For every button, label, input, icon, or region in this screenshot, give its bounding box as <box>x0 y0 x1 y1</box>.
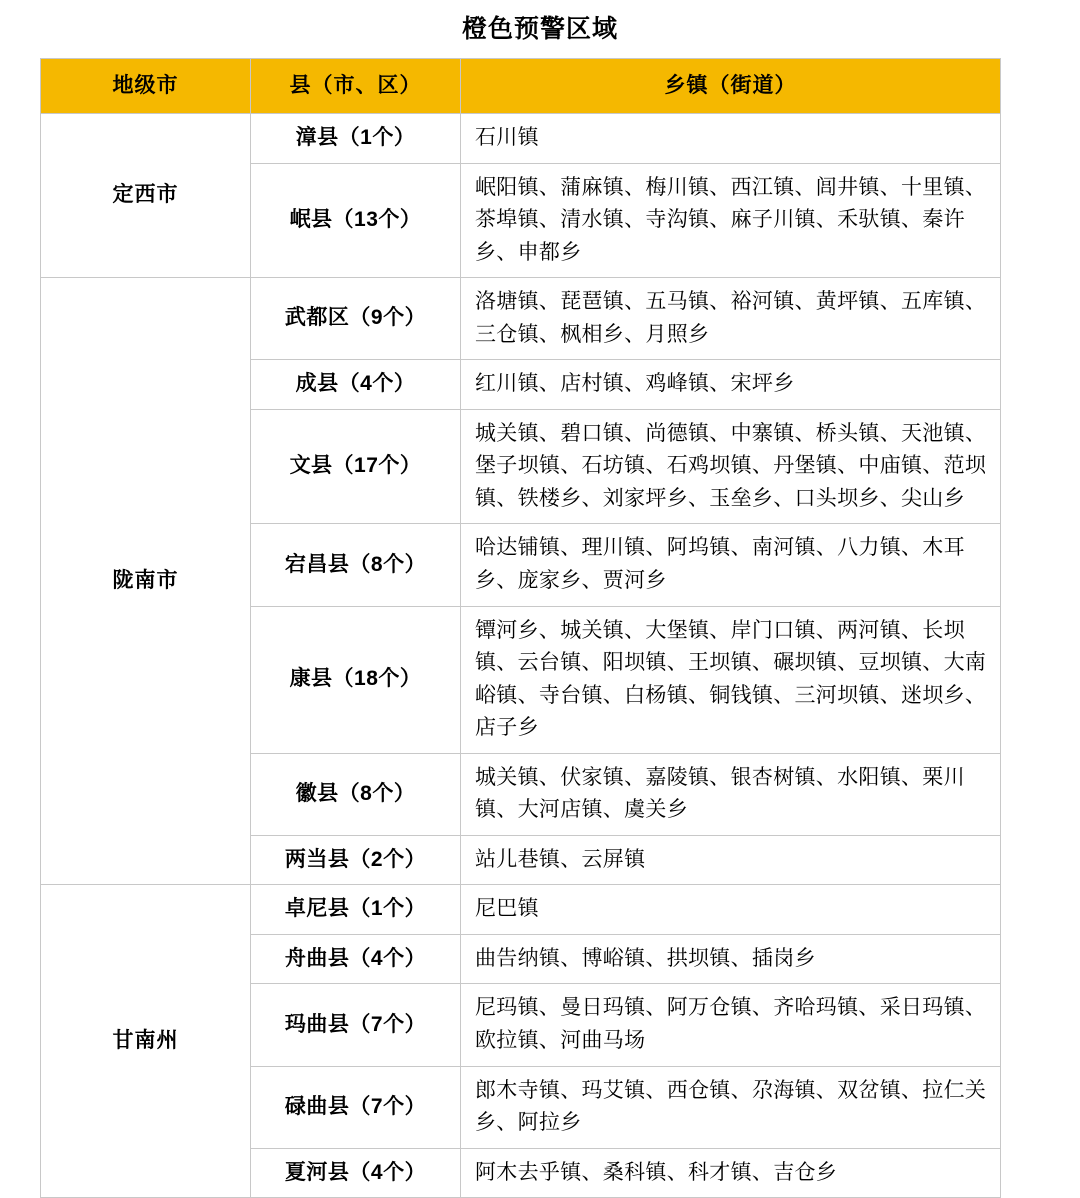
county-cell: 宕昌县（8个） <box>251 524 461 606</box>
table-row <box>41 885 1001 935</box>
city-cell: 甘南州 <box>41 885 251 1198</box>
county-cell: 舟曲县（4个） <box>251 934 461 984</box>
column-header-county: 县（市、区） <box>251 59 461 114</box>
towns-cell: 洛塘镇、琵琶镇、五马镇、裕河镇、黄坪镇、五库镇、三仓镇、枫相乡、月照乡 <box>461 278 1001 360</box>
page-title: 橙色预警区域 <box>461 15 618 43</box>
county-cell: 卓尼县（1个） <box>251 885 461 935</box>
county-cell: 两当县（2个） <box>251 835 461 885</box>
towns-cell: 站儿巷镇、云屏镇 <box>461 835 1001 885</box>
column-header-town: 乡镇（街道） <box>461 59 1001 114</box>
towns-cell: 红川镇、店村镇、鸡峰镇、宋坪乡 <box>461 360 1001 410</box>
county-cell: 徽县（8个） <box>251 753 461 835</box>
county-cell: 漳县（1个） <box>251 114 461 164</box>
towns-cell: 城关镇、伏家镇、嘉陵镇、银杏树镇、水阳镇、栗川镇、大河店镇、虞关乡 <box>461 753 1001 835</box>
towns-cell: 曲告纳镇、博峪镇、拱坝镇、插岗乡 <box>461 934 1001 984</box>
county-cell: 康县（18个） <box>251 606 461 753</box>
table-header-row <box>41 59 1001 114</box>
warning-areas-table <box>40 58 1001 1198</box>
towns-cell: 尼玛镇、曼日玛镇、阿万仓镇、齐哈玛镇、采日玛镇、欧拉镇、河曲马场 <box>461 984 1001 1066</box>
table-row <box>41 114 1001 164</box>
county-cell: 岷县（13个） <box>251 163 461 278</box>
county-cell: 夏河县（4个） <box>251 1148 461 1198</box>
county-cell: 武都区（9个） <box>251 278 461 360</box>
table-body <box>41 114 1001 1198</box>
city-cell: 定西市 <box>41 114 251 278</box>
towns-cell: 城关镇、碧口镇、尚德镇、中寨镇、桥头镇、天池镇、堡子坝镇、石坊镇、石鸡坝镇、丹堡镇、中庙镇、范坝镇、铁楼乡、刘家坪乡、玉垒乡、口头坝乡、尖山乡 <box>461 409 1001 524</box>
towns-cell: 郎木寺镇、玛艾镇、西仓镇、尕海镇、双岔镇、拉仁关乡、阿拉乡 <box>461 1066 1001 1148</box>
county-cell: 文县（17个） <box>251 409 461 524</box>
county-cell: 成县（4个） <box>251 360 461 410</box>
city-cell: 陇南市 <box>41 278 251 885</box>
towns-cell: 阿木去乎镇、桑科镇、科才镇、吉仓乡 <box>461 1148 1001 1198</box>
table-row <box>41 278 1001 360</box>
towns-cell: 石川镇 <box>461 114 1001 164</box>
county-cell: 玛曲县（7个） <box>251 984 461 1066</box>
towns-cell: 镡河乡、城关镇、大堡镇、岸门口镇、两河镇、长坝镇、云台镇、阳坝镇、王坝镇、碾坝镇、豆坝镇、大南峪镇、寺台镇、白杨镇、铜钱镇、三河坝镇、迷坝乡、店子乡 <box>461 606 1001 753</box>
table-header <box>41 59 1001 114</box>
column-header-city: 地级市 <box>41 59 251 114</box>
towns-cell: 岷阳镇、蒲麻镇、梅川镇、西江镇、闾井镇、十里镇、茶埠镇、清水镇、寺沟镇、麻子川镇、禾驮镇、秦许乡、申都乡 <box>461 163 1001 278</box>
towns-cell: 哈达铺镇、理川镇、阿坞镇、南河镇、八力镇、木耳乡、庞家乡、贾河乡 <box>461 524 1001 606</box>
towns-cell: 尼巴镇 <box>461 885 1001 935</box>
county-cell: 碌曲县（7个） <box>251 1066 461 1148</box>
